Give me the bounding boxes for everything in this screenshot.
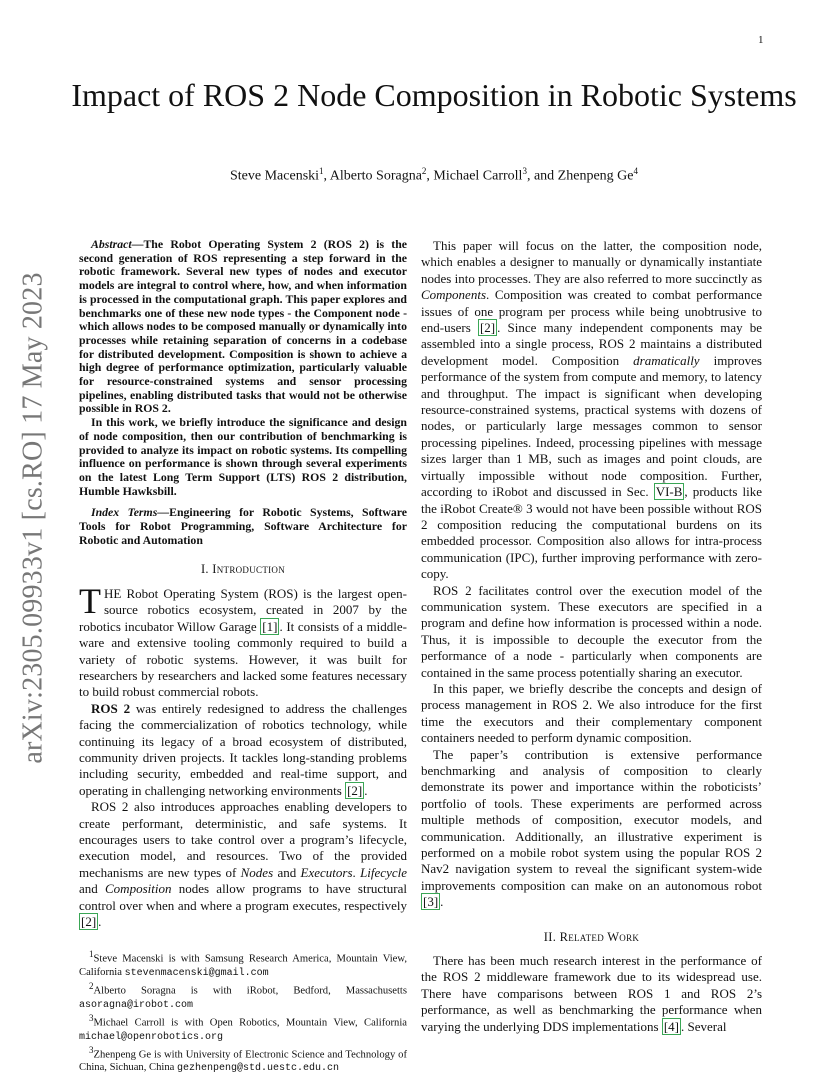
citation-link[interactable]: [2] [81,914,97,929]
footnote-text: Zhenpeng Ge is with University of Electronic Science and Technology of China, Sichuan, China [79,1049,407,1074]
body-text: . Composition was created to combat performance issues of one program per process while being unobtrusive to end-users [421,287,762,336]
right-paragraph-2: ROS 2 facilitates control over the execution model of the communication system. These executors are specified in a program and define how information is processed within a node. Thus, it is impossible to decouple the executor from the performance of a node - particularly when components are contained in the same process potentially sharing an executor. [421,582,762,680]
abstract-text: The Robot Operating System 2 (ROS 2) is the second generation of ROS representing a step forward in the robotic framework. Several new types of nodes and executor models are integral to control where, how, and when information is processed in the computational graph. This paper explores and benchmarks one of these new node types - the Component node - which allows nodes to be composed manually or dynamically into processes while retaining separation of concerns in a codebase for distributed development. Composition is shown to achieve a high degree of performance optimization, particularly valuable for resource-constrained systems and sensor processing pipelines, enabling distributed tasks that would not be otherwise possible in ROS 2. [79,237,407,416]
intro-text: HE Robot Operating System (ROS) is the largest open-source robotics ecosystem, created in 2007 by the robotics incubator Willow Garage [79,585,407,634]
author-mark: 4 [633,166,638,176]
intro-text: . [98,914,102,929]
footnote-email[interactable]: michael@openrobotics.org [79,1031,224,1043]
citation-link[interactable]: [2] [347,782,363,798]
drop-cap: T [79,580,101,621]
right-paragraph-4 [421,747,762,911]
right-paragraph-3: In this paper, we briefly describe the concepts and design of process management in ROS 2. We also introduce for the first time the executors and their complementary component containers needed to perform dynamic composition. [421,680,762,746]
italic-term: Executors [300,864,353,880]
left-column [79,238,407,1076]
citation-link[interactable]: [2] [479,320,496,336]
footnote-text: Alberto Soragna is with iRobot, Bedford, Massachusetts [93,985,407,997]
footnote-email[interactable]: asoragna@irobot.com [79,999,194,1011]
section-heading-related-work: II. Related Work [543,929,640,944]
intro-text: and [273,864,301,880]
body-text: improves performance of the system from compute and memory, to latency and throughput. The impact is significant when developing resource-constrained systems, practical systems with dozens of nodes, or particularly large messages common to sensor processing pipelines. Indeed, processing pipelines with message sizes larger than 1 MB, such as images and point clouds, are virtually impossible without node composition. Further, according to iRobot and discussed in Sec. [421,352,762,500]
italic-term: dramatically [633,352,700,368]
author-mark: 2 [421,166,427,176]
author-name: Alberto Soragna [329,168,422,184]
intro-paragraph-2 [79,701,407,799]
citation-link[interactable]: [1] [262,618,278,634]
footnote [79,948,407,980]
right-column [421,238,762,1035]
italic-term: Lifecycle [360,864,407,880]
body-text: There has been much research interest in the performance of the ROS 2 middleware framework due to its widespread use. There have comparisons between ROS 1 and ROS 2’s performance, as well as benchmarking the performance when varying the underlying DDS implementations [421,953,762,1034]
author-list: Steve Macenski$^1$, Alberto Soragna$^2$, Michael Carroll$^3$, and Zhenpeng Ge$^4$ [230,166,638,184]
index-terms: Index Terms—Engineering for Robotic Systems, Software Tools for Robot Programming, Software Architecture for Robotic and Automation [79,505,407,547]
intro-text: . It consists of a middle-ware and extensive tooling commonly required to build a variety of robotic systems. However, it was built for researchers by researchers and lacked some features necessary to build robust commercial robots. [79,618,407,700]
paper-title: Impact of ROS 2 Node Composition in Robotic Systems [71,77,797,113]
footnote-mark: 3 [89,1045,94,1056]
footnotes [79,948,407,1076]
body-text: . Several [681,1018,727,1034]
italic-term: Composition [105,881,172,897]
arxiv-identifier-stamp [10,272,58,764]
body-text: This paper will focus on the latter, the composition node, which enables a designer to manually or dynamically instantiate nodes into processes. They are also referred to more succinctly as [421,238,762,286]
intro-text: nodes allow programs to have structural control over when and where a program executes, respectively [79,881,407,913]
body-text: , products like the iRobot Create® 3 would not have been possible without ROS 2 composition reducing the computational burdens on its embedded processor. Composition also allows for intra-process communication (IPC), further improving performance with zero-copy. [421,484,762,582]
footnote-mark: 3 [89,1013,94,1024]
intro-text: and [79,881,106,897]
author-mark: 1 [319,166,324,176]
body-text: . Since many independent components may be assembled into a single process, ROS 2 maintains a distributed development model. Composition [421,320,762,368]
citation-link[interactable]: [4] [663,1018,679,1034]
index-terms-text: Engineering for Robotic Systems, Software Tools for Robot Programming, Software Architecture for Robotic and Automation [79,505,407,547]
section-heading-introduction: I. Introduction [200,562,286,577]
right-paragraph-1 [421,238,762,583]
intro-text: ROS 2 also introduces approaches enabling developers to create performant, deterministic, and safe systems. It encourages users to take control over a program’s lifecycle, execution model, and resources. Two of the provided mechanisms are new types of [79,799,407,880]
author-name: Steve Macenski [230,168,320,184]
intro-paragraph-3 [79,799,407,930]
intro-paragraph-1 [79,580,407,701]
body-text: The paper’s contribution is extensive performance benchmarking and analysis of composition to clearly demonstrate its power and importance within the roboticists’ portfolio of tools. These experiments are performed across multiple methods of composition, executor models, and communication. Additionally, an illustrative experiment is performed on a mobile robot system using the popular ROS 2 Nav2 navigation system to reveal the significant system-wide improvements composition can make on an autonomous robot [421,746,762,893]
footnote-email[interactable]: gezhenpeng@std.uestc.edu.cn [176,1063,340,1075]
intro-text: was entirely redesigned to address the challenges facing the commercialization of robotics technology, while continuing its legacy of a broad ecosystem of distributed, community driven projects. It tackles long-standing problems including security, embedded and real-time support, and operating in challenging networking environments [79,700,408,798]
footnote-mark: 2 [89,981,94,992]
author-mark: 3 [522,166,527,176]
footnote-text: Steve Macenski is with Samsung Research America, Mountain View, California [79,953,407,978]
abstract-text-2: In this work, we briefly introduce the significance and design of node composition, then our contribution of benchmarking is provided to analyze its impact on robotic systems. Its compelling influence on performance is shown through several experiments on the latest Long Term Support (LTS) ROS 2 distribution, Humble Hawksbill. [79,415,407,498]
italic-term: Nodes [240,864,274,880]
index-terms-label: Index Terms [91,505,158,520]
abstract-paragraph-2 [79,416,407,498]
body-text: . [440,894,444,910]
author-name: Zhenpeng Ge [557,168,634,184]
footnote-email[interactable]: stevenmacenski@gmail.com [124,967,269,979]
footnote [79,980,407,1012]
footnote [79,1012,407,1044]
footnote [79,1044,407,1076]
footnote-text: Michael Carroll is with Open Robotics, Mountain View, California [93,1017,407,1029]
ros2-bold: ROS 2 [91,700,131,716]
intro-text: . [352,864,361,880]
intro-text: . [364,782,368,798]
italic-term: Components [421,287,486,303]
citation-link[interactable]: [3] [423,894,439,910]
footnote-mark: 1 [89,949,94,960]
author-name: Michael Carroll [433,168,523,184]
section-reference-link[interactable]: VI-B [655,484,683,500]
related-work-paragraph [421,953,762,1035]
page-number: 1 [758,34,764,46]
abstract-label: Abstract [91,237,132,251]
abstract-paragraph: Abstract—The Robot Operating System 2 (ROS 2) is the second generation of ROS representing a step forward in the robotic framework. Several new types of nodes and executor models are integral to control where, how, and when information is processed in the computational graph. This paper explores and benchmarks one of these new node types - the Component node - which allows nodes to be composed manually or dynamically into processes while retaining separation of concerns in a codebase for distributed development. Composition is shown to achieve a high degree of performance optimization, particularly valuable for resource-constrained systems and sensor processing pipelines, enabling distributed tasks that would not be otherwise possible in ROS 2. [79,237,407,416]
arxiv-identifier-text: arXiv:2305.09933v1 [cs.RO] 17 May 2023 [18,272,50,764]
